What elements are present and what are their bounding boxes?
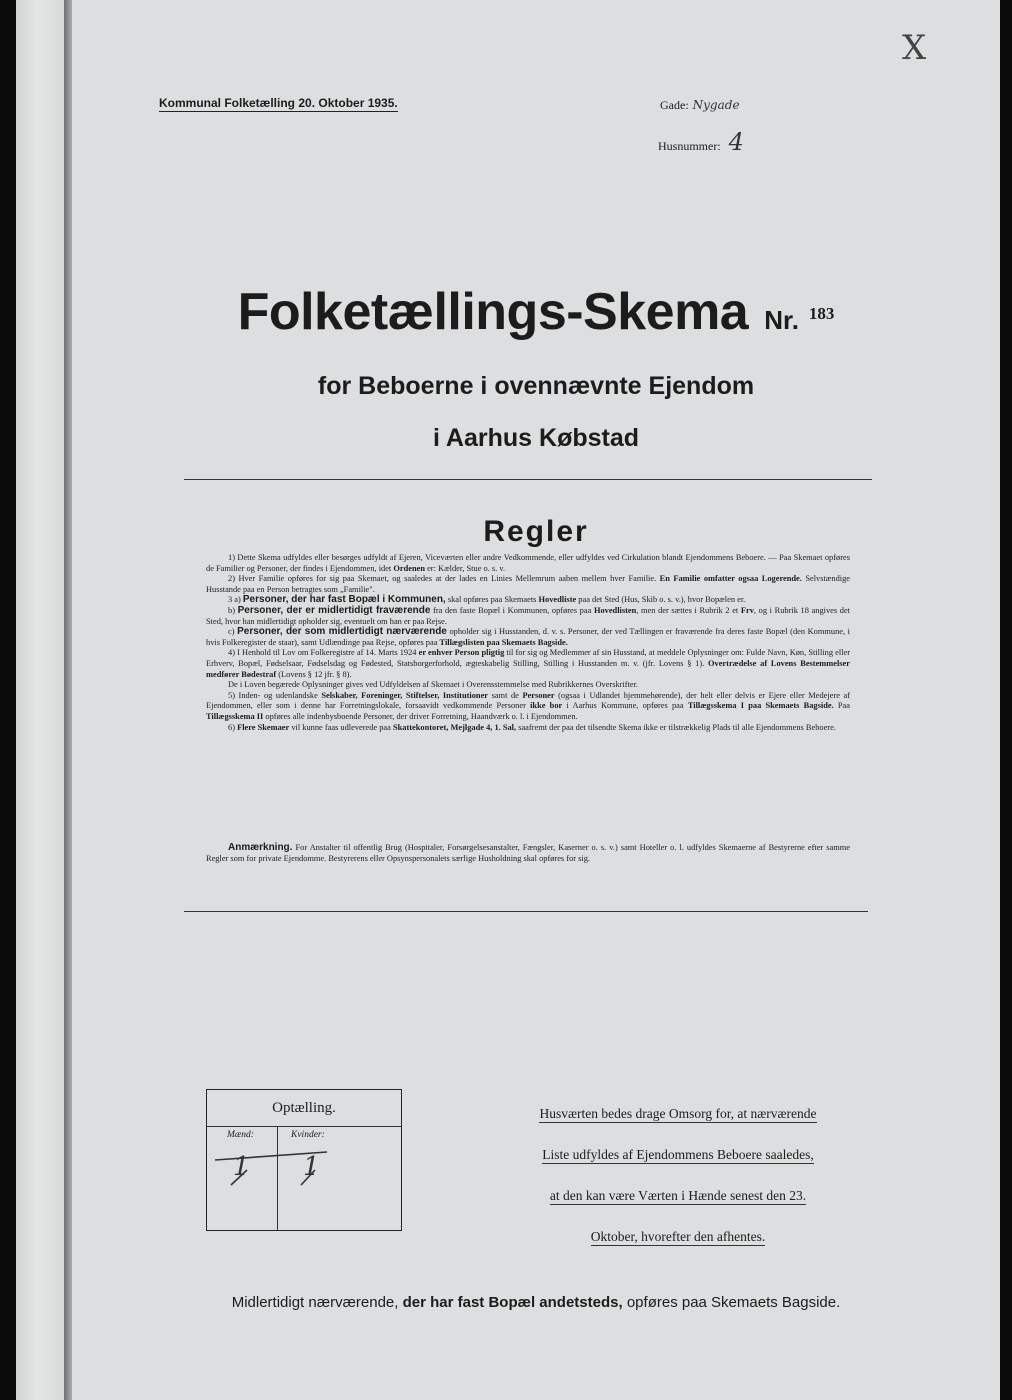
corner-mark: X <box>902 28 927 68</box>
form-number-label: Nr. <box>764 305 799 335</box>
rule-3a-bold-d: Hovedliste <box>538 595 577 605</box>
rule-5-bold-j: Tillægsskema II <box>206 711 264 721</box>
census-form-page <box>72 0 1000 1400</box>
rule-3a-bold: Personer, der har fast Bopæl i Kommunen, <box>242 594 446 606</box>
footer-text-a: Midlertidigt nærværende, <box>231 1294 403 1311</box>
rule-1-text-c: er: Kælder, Stue o. s. v. <box>425 563 506 573</box>
divider-bottom <box>184 911 868 912</box>
rule-3a-text-e: paa det Sted (Hus, Skib o. s. v.), hvor Bopælen er. <box>576 595 746 605</box>
rule-3a-text-c: skal opføres paa Skemaets <box>445 595 539 605</box>
count-women-label: Kvinder: <box>291 1130 325 1140</box>
form-subtitle-1: for Beboerne i ovennævnte Ejendom <box>317 372 755 400</box>
footer-text-c: opføres paa Skemaets Bagside. <box>622 1294 841 1311</box>
rule-6-bold-d: Skattekontoret, Mejlgade 4, 1. Sal, <box>392 722 517 732</box>
rule-3a-num: 3 a) <box>228 595 243 605</box>
note-paragraph <box>206 843 850 865</box>
rule-5-bold-b: Selskaber, Foreninger, Stiftelser, Institutioner <box>321 690 489 700</box>
footer-note <box>72 1294 1000 1311</box>
rule-6-bold-b: Flere Skemaer <box>237 722 290 732</box>
rule-6-num: 6) <box>228 722 238 732</box>
rule-3b-text-g: , og i Rubrik 18 angives det Sted, hvor han midlertidigt opholder sig, eventuelt om han er paa Rejse. <box>206 605 850 626</box>
instruction-line-4: Oktober, hvorefter den afhentes. <box>590 1229 766 1244</box>
rule-3b-bold-f: Frv <box>740 605 754 615</box>
count-men-value: 1 <box>233 1152 250 1182</box>
rule-3c-num: c) <box>228 627 238 637</box>
rule-4-bold-b: er enhver Person pligtig <box>418 648 505 658</box>
rules-text <box>206 553 850 733</box>
census-header: Kommunal Folketælling 20. Oktober 1935. <box>159 96 398 110</box>
count-box-title: Optælling. <box>272 1100 336 1116</box>
rule-4-text-a: 4) I Henhold til Lov om Folkeregistre af 14. Marts 1924 <box>228 648 419 658</box>
count-strike-marks <box>207 1090 403 1232</box>
count-women-value: 1 <box>303 1152 320 1182</box>
note-text <box>206 843 850 865</box>
rule-4-text-e: (Lovens § 12 jfr. § 8). <box>276 669 352 679</box>
rule-3b-bold: Personer, der er midlertidigt fraværende <box>237 604 431 616</box>
form-title <box>72 282 1000 342</box>
rule-5-text-k: opføres alle indenbysboende Personer, der driver Forretning, Haandværk o. l. i Ejendommen. <box>263 711 578 721</box>
street-field <box>660 96 740 114</box>
rule-6-text-e: saafremt der paa det tilsendte Skema ikke er tilstrækkelig Plads til alle Ejendommens Beboere. <box>516 722 836 732</box>
rule-5-bold-h: Tillægsskema I paa Skemaets Bagside. <box>687 701 834 711</box>
rule-5 <box>206 691 850 723</box>
rule-3b-text-e: , men der sættes i Rubrik 2 et <box>636 605 741 615</box>
rule-5-text-a: 5) Inden- og udenlandske <box>228 690 322 700</box>
binding-spine <box>16 0 66 1400</box>
rule-3b-bold-d: Hovedlisten <box>593 605 637 615</box>
rule-3c-bold: Personer, der som midlertidigt nærværende <box>237 626 447 638</box>
rule-2-bold: En Familie omfatter ogsaa Logerende. <box>659 574 802 584</box>
street-value: Nygade <box>692 98 740 112</box>
note-label: Anmærkning. <box>228 842 293 853</box>
house-number-value: 4 <box>728 128 744 156</box>
rule-1-text-a: 1) Dette Skema udfyldes eller besørges udfyldt af Ejeren, Viceværten eller andre Vedkommende, eller udfyldes ved Cirkulation blandt Ejendommens Beboere. — Paa Skemaet opføres de Familier og Personer, der findes i Ejendommen, idet <box>206 553 850 573</box>
form-number-value: 183 <box>808 304 835 323</box>
rule-5-text-e: (ogsaa i Udlandet hjemmehørende), der helt eller delvis er Ejere eller Medejere af Ejendommen, eller som i denne har Forretningslokale, forsaavidt vedkommende Personer <box>206 690 850 711</box>
rule-3b-text-c: fra den faste Bopæl i Kommunen, opføres paa <box>430 605 594 615</box>
rule-2 <box>206 574 850 595</box>
rule-5-text-c: samt de <box>488 690 523 700</box>
rule-6 <box>206 723 850 734</box>
house-number-label: Husnummer: <box>658 139 721 153</box>
rules-heading: Regler <box>483 515 589 548</box>
house-number-field <box>658 128 744 156</box>
rule-6-text-c: vil kunne faas udleverede paa <box>289 722 393 732</box>
note-body: For Anstalter til offentlig Brug (Hospitaler, Forsørgelsesanstalter, Fængsler, Kaserner o. s. v.) samt Hoteller o. l. udfyldes Skemaerne af Bestyrerne efter samme Regler som for private Ejendomme. Bestyrerens eller Opsynspersonalets særlige Husholdning skal opføres for sig. <box>206 843 850 863</box>
instruction-line-2: Liste udfyldes af Ejendommens Beboere saaledes, <box>542 1147 814 1162</box>
divider-top <box>184 479 872 480</box>
count-box <box>206 1089 402 1231</box>
rule-4 <box>206 648 850 680</box>
rule-3c-text-c: opholder sig i Husstanden, d. v. s. Personer, der ved Tællingen er fraværende fra deres faste Bopæl (den Kommune, i hvis Folkeregister de staar), samt Udlændinge paa Rejse, opføres paa <box>206 627 850 647</box>
rule-3c-bold-d: Tillægslisten paa Skemaets Bagside. <box>439 637 568 647</box>
rule-4-text-c: til for sig og Medlemmer af sin Husstand, at meddele Oplysninger om: Fulde Navn, Køn, Stilling eller Erhverv, Bopæl, Fødselsaar, Fødselsdag og Fødested, Statsborgerforhold, ægteskabelig Stilling, Stilling i Husstanden m. v. (jfr. Lovens § 1). <box>206 648 851 668</box>
rule-5-text-g: i Aarhus Kommune, opføres paa <box>562 701 688 711</box>
footer-bold: der har fast Bopæl andetsteds, <box>402 1294 623 1311</box>
rule-4-bold-d: Overtrædelse af Lovens Bestemmelser medfører Bødestraf <box>206 658 850 679</box>
rule-2-text-c: Selvstændige Husstande paa en Person betragtes som „Familie". <box>206 574 850 594</box>
form-subtitle-2: i Aarhus Købstad <box>432 424 640 452</box>
rule-4-cont: De i Loven begærede Oplysninger gives ved Udfyldelsen af Skemaet i Overensstemmelse med Rubrikkernes Overskrifter. <box>228 680 639 690</box>
instruction-line-1: Husværten bedes drage Omsorg for, at nærværende <box>539 1106 817 1121</box>
count-men-label: Mænd: <box>227 1130 254 1140</box>
rule-1 <box>206 553 850 574</box>
instruction-line-3: at den kan være Værten i Hænde senest den 23. <box>549 1188 807 1203</box>
rule-3b-num: b) <box>228 605 238 615</box>
rule-1-bold: Ordenen <box>393 563 425 573</box>
rule-2-text-a: 2) Hver Familie opføres for sig paa Skemaet, og saaledes at der lades en Linies Mellemrum aaben mellem hver Familie. <box>228 574 660 584</box>
rule-5-bold-f: ikke bor <box>530 701 563 711</box>
rule-5-text-i: Paa <box>833 701 850 711</box>
landlord-instruction <box>505 1098 851 1262</box>
rule-3b <box>206 606 850 627</box>
rule-3c <box>206 627 850 648</box>
rule-5-bold-d: Personer <box>522 690 555 700</box>
street-label: Gade: <box>660 98 689 112</box>
form-title-main: Folketællings-Skema <box>237 283 749 341</box>
